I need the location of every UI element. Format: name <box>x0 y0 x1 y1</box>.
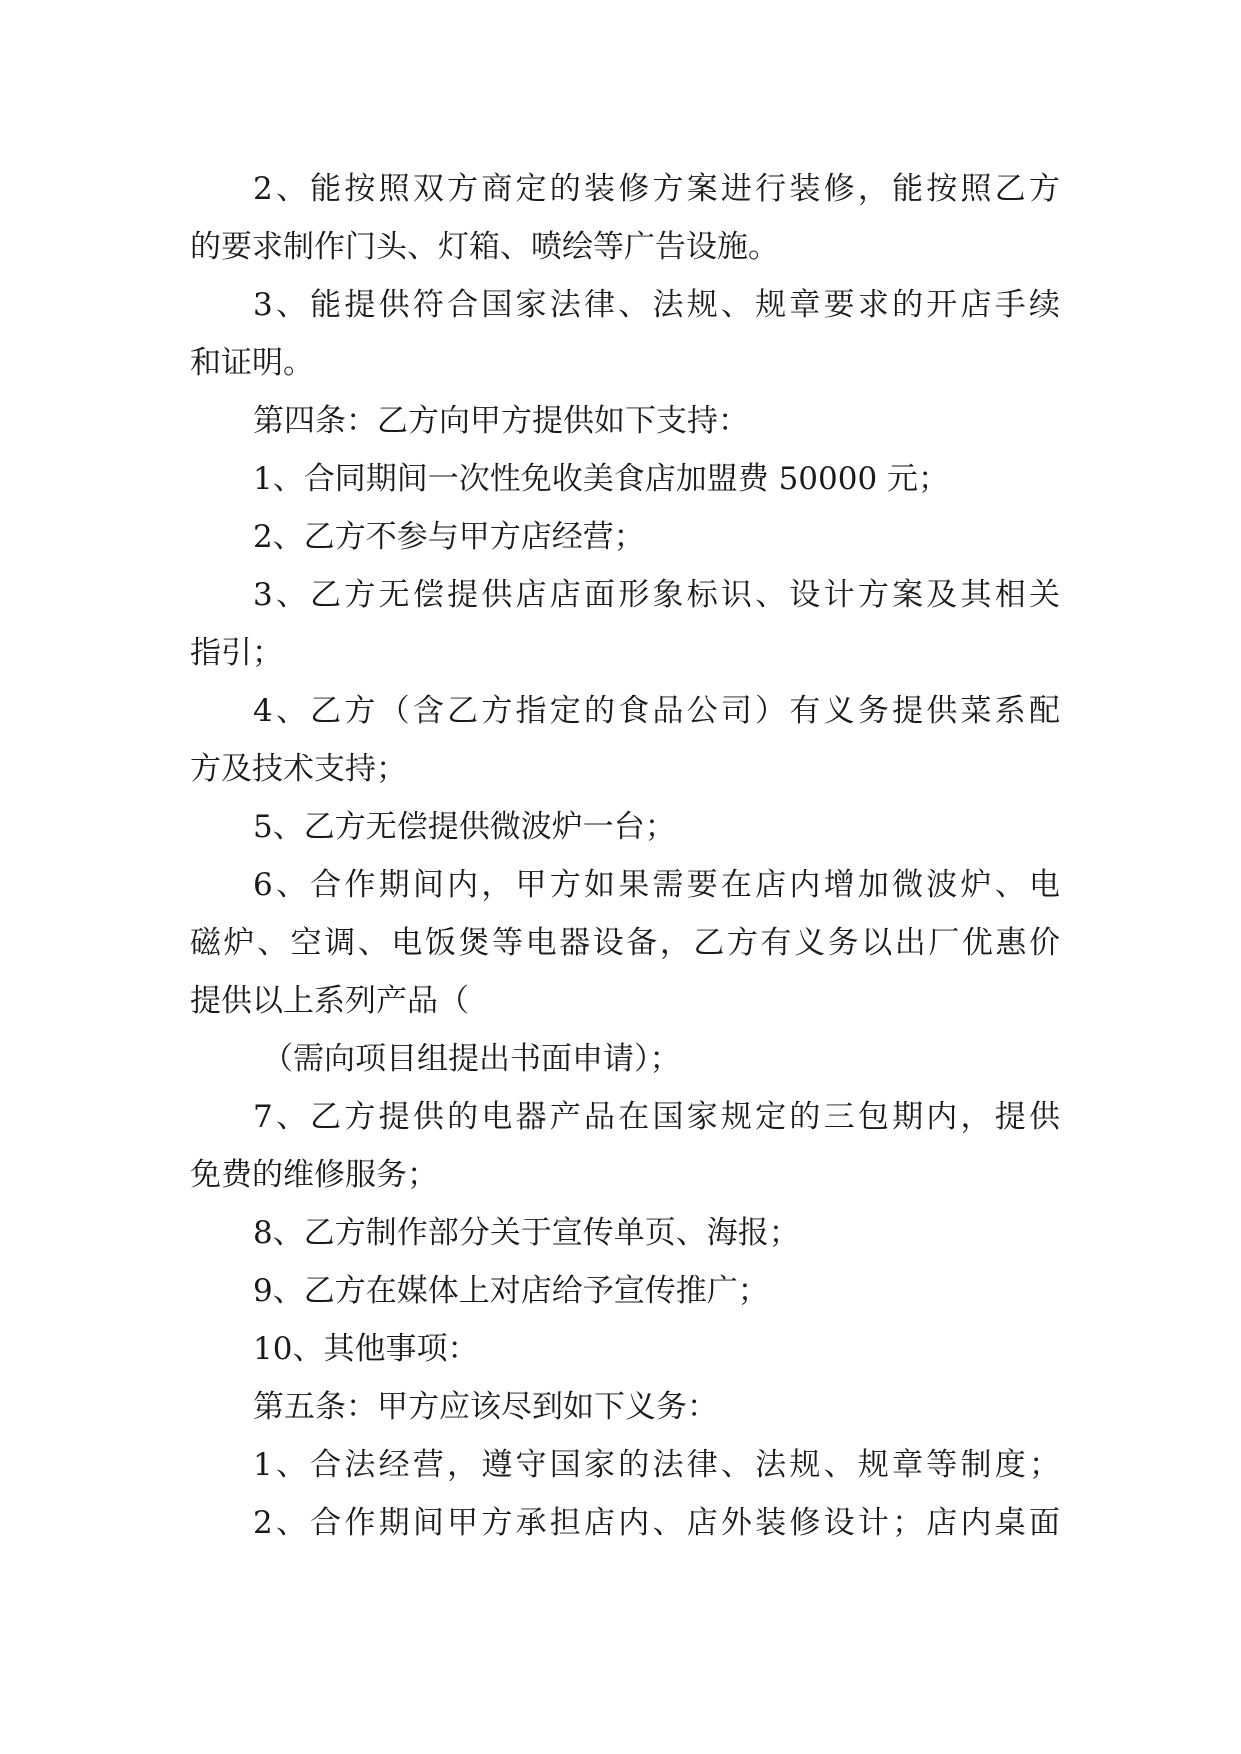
text-line: 6、合作期间内，甲方如果需要在店内增加微波炉、电 <box>253 867 1060 903</box>
text-line: 10、其他事项： <box>253 1331 479 1367</box>
text-line: 9、乙方在媒体上对店给予宣传推广； <box>253 1273 769 1309</box>
text-line: 5、乙方无偿提供微波炉一台； <box>253 809 676 845</box>
section-heading: 第四条：乙方向甲方提供如下支持： <box>253 403 749 439</box>
text-line: 3、能提供符合国家法律、法规、规章要求的开店手续 <box>253 287 1060 323</box>
text-line: 的要求制作门头、灯箱、喷绘等广告设施。 <box>190 229 779 265</box>
text-line: 2、能按照双方商定的装修方案进行装修，能按照乙方 <box>253 171 1060 207</box>
text-line: 4、乙方（含乙方指定的食品公司）有义务提供菜系配 <box>253 693 1060 729</box>
section-heading: 第五条：甲方应该尽到如下义务： <box>253 1389 718 1425</box>
text-line: （需向项目组提出书面申请）； <box>262 1041 681 1077</box>
text-line: 3、乙方无偿提供店店面形象标识、设计方案及其相关 <box>253 577 1060 613</box>
text-line: 方及技术支持； <box>190 751 407 787</box>
text-line: 1、合同期间一次性免收美食店加盟费 50000 元； <box>253 461 950 497</box>
text-line: 1、合法经营，遵守国家的法律、法规、规章等制度； <box>253 1447 1060 1483</box>
text-line: 指引； <box>190 635 283 671</box>
text-line: 磁炉、空调、电饭煲等电器设备，乙方有义务以出厂优惠价 <box>190 925 1060 961</box>
text-line: 提供以上系列产品（ <box>190 983 469 1019</box>
text-line: 2、合作期间甲方承担店内、店外装修设计；店内桌面 <box>253 1505 1060 1541</box>
text-line: 8、乙方制作部分关于宣传单页、海报； <box>253 1215 800 1251</box>
text-line: 7、乙方提供的电器产品在国家规定的三包期内，提供 <box>253 1099 1060 1135</box>
text-line: 免费的维修服务； <box>190 1157 438 1193</box>
text-line: 和证明。 <box>190 345 314 381</box>
document-body <box>190 160 1060 1552</box>
text-line: 2、乙方不参与甲方店经营； <box>253 519 645 555</box>
